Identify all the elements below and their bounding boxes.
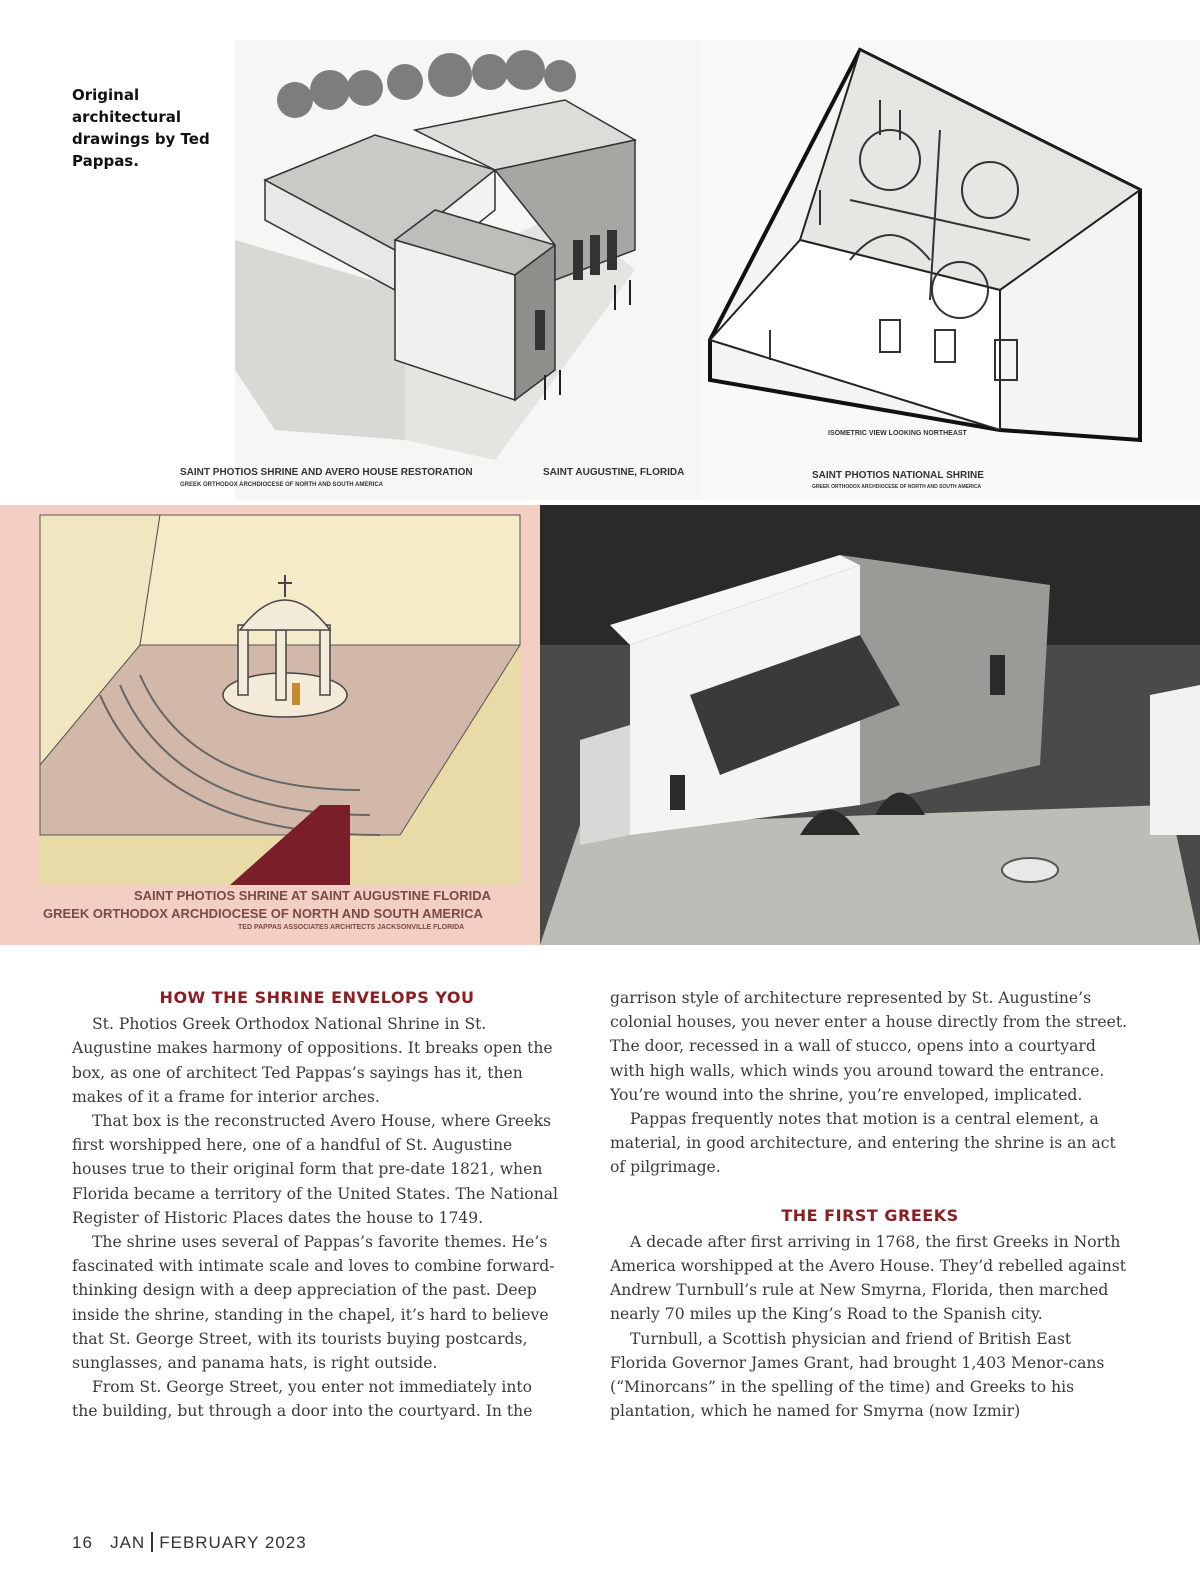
drawing3-title: SAINT PHOTIOS SHRINE AT SAINT AUGUSTINE FLORIDA	[134, 888, 492, 903]
paragraph: That box is the reconstructed Avero House, where Greeks first worshipped here, one of a handful of St. Augustine houses true to their original form that pre-date 1821, when Florida became a territory of the United States. The National Register of Historic Places dates the house to 1749.	[72, 1112, 559, 1227]
drawing2-title: SAINT PHOTIOS NATIONAL SHRINE	[812, 470, 984, 481]
heading-first-greeks: THE FIRST GREEKS	[781, 1205, 959, 1225]
drawing-shrine-chapel-color	[0, 505, 540, 945]
footer-divider	[151, 1532, 153, 1552]
drawing3-subtitle: GREEK ORTHODOX ARCHDIOCESE OF NORTH AND SOUTH AMERICA	[43, 906, 483, 921]
drawing-isometric-interior	[700, 40, 1200, 500]
paragraph: Pappas frequently notes that motion is a central element, a material, in good architecture, and entering the shrine is an act of pilgrimage.	[610, 1110, 1116, 1177]
paragraph: Turnbull, a Scottish physician and friend of British East Florida Governor James Grant, had brought 1,403 Menor-cans (“Minorcans” in the spelling of the time) and Greeks to his plantation, which he named for Smyrna (now Izmir)	[610, 1329, 1105, 1421]
page-number: 16	[72, 1533, 93, 1552]
model-photo	[540, 505, 1200, 945]
drawing1-title-visible: SAINT PHOTIOS SHRINE AND AVERO HOUSE RESTORATION	[180, 467, 473, 478]
issue-month-a: JAN	[110, 1533, 146, 1552]
drawing3-credit: TED PAPPAS ASSOCIATES ARCHITECTS JACKSONVILLE FLORIDA	[238, 924, 465, 931]
chapel-rendering	[0, 505, 540, 945]
paragraph: St. Photios Greek Orthodox National Shrine in St. Augustine makes harmony of oppositions. It breaks open the box, as one of architect Ted Pappas’s sayings has it, then makes of it a frame for interior arches.	[72, 1015, 553, 1106]
drawing1-location-visible: SAINT AUGUSTINE, FLORIDA	[543, 467, 685, 478]
column-left	[72, 986, 562, 1424]
figure-caption: Original architectural drawings by Ted Pappas.	[72, 86, 210, 170]
paragraph: A decade after first arriving in 1768, the first Greeks in North America worshipped at the Avero House. They’d rebelled against Andrew Turnbull’s rule at New Smyrna, Florida, then marched nearly 70 miles up the King’s Road to the Spanish city.	[610, 1232, 1127, 1324]
paragraph: From St. George Street, you enter not immediately into the building, but through a door into the courtyard. In the	[72, 1378, 533, 1421]
drawing2-subtitle: GREEK ORTHODOX ARCHDIOCESE OF NORTH AND SOUTH AMERICA	[812, 484, 982, 490]
drawing2-view-label: ISOMETRIC VIEW LOOKING NORTHEAST	[828, 430, 967, 437]
heading-shrine-envelops: HOW THE SHRINE ENVELOPS YOU	[159, 988, 475, 1007]
paragraph: The shrine uses several of Pappas’s favorite themes. He’s fascinated with intimate scale and loves to combine forward-thinking design with a deep appreciation of the past. Deep inside the shrine, standing in the chapel, it’s hard to believe that St. George Street, with its tourists buying postcards, sunglasses, and panama hats, is right outside.	[72, 1233, 555, 1373]
photo-architectural-model	[540, 505, 1200, 945]
column-right	[610, 986, 1130, 1423]
page-footer	[72, 1532, 307, 1553]
avero-house-sketch	[235, 40, 705, 500]
drawing1-subtitle-visible: GREEK ORTHODOX ARCHDIOCESE OF NORTH AND SOUTH AMERICA	[180, 482, 384, 488]
paragraph-continued: garrison style of architecture represented by St. Augustine’s colonial houses, you never enter a house directly from the street. The door, recessed in a wall of stucco, opens into a courtyard with high walls, which winds you around toward the entrance. You’re wound into the shrine, you’re enveloped, implicated.	[610, 989, 1128, 1104]
issue-month-b: FEBRUARY 2023	[159, 1533, 307, 1552]
drawing-avero-house-exterior	[235, 40, 705, 500]
